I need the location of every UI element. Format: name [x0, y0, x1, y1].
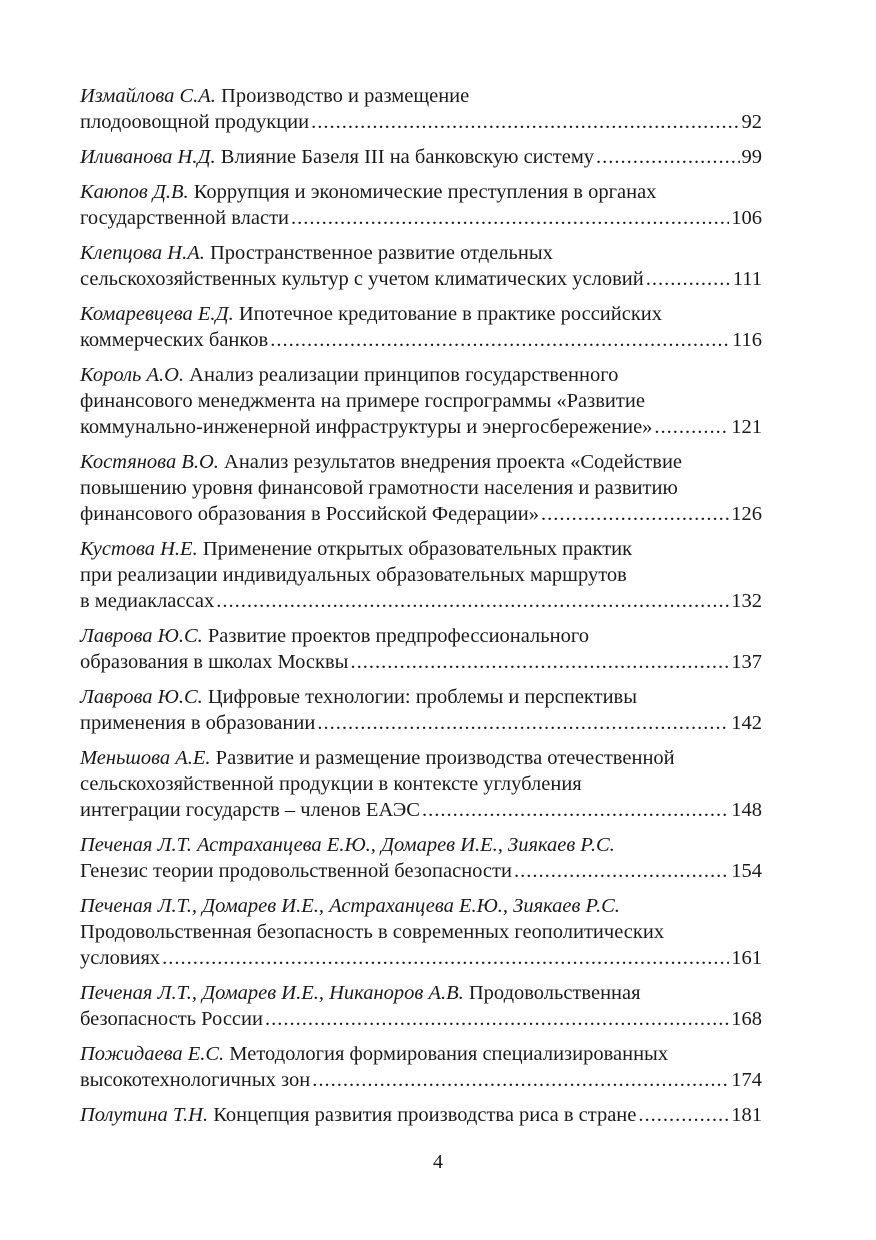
toc-entry-line: [80, 266, 762, 292]
toc-entry-authors: Иливанова Н.Д.: [80, 146, 216, 168]
toc-entry-title-line: высокотехнологичных зон: [80, 1069, 311, 1091]
dot-leader: [270, 327, 730, 353]
toc-entry[interactable]: [80, 745, 762, 823]
toc-entry-page-number: 132: [731, 590, 762, 612]
toc-entry[interactable]: [80, 144, 762, 170]
dot-leader: [311, 109, 739, 135]
toc-entry-line: [80, 945, 762, 971]
toc-entry-line: [80, 858, 762, 884]
toc-entry[interactable]: [80, 623, 762, 675]
toc-entry-authors: Измайлова С.А.: [80, 85, 216, 107]
toc-entry-authors: Клепцова Н.А.: [80, 242, 205, 264]
toc-entry[interactable]: [80, 449, 762, 527]
toc-entry-line: [80, 771, 762, 797]
toc-entry-page-number: 161: [731, 947, 762, 969]
dot-leader: [216, 588, 729, 614]
table-of-contents: [80, 83, 762, 1137]
toc-entry-page-number: 154: [731, 860, 762, 882]
toc-entry-page-number: 142: [731, 712, 762, 734]
toc-entry[interactable]: [80, 684, 762, 736]
toc-entry-authors: Комаревцева Е.Д.: [80, 303, 234, 325]
toc-entry-line: [80, 83, 762, 109]
toc-entry-title-line: условиях: [80, 947, 161, 969]
toc-entry-page-number: 137: [731, 651, 762, 673]
toc-entry-authors: Костянова В.О.: [80, 451, 219, 473]
toc-entry-title-line: применения в образовании: [80, 712, 316, 734]
dot-leader: [541, 501, 729, 527]
dot-leader: [291, 205, 729, 231]
toc-entry-title-line: Применение открытых образовательных практик: [202, 538, 633, 560]
toc-entry-line: [80, 240, 762, 266]
toc-entry-title-line: коммерческих банков: [80, 329, 269, 351]
toc-entry-line: [80, 205, 762, 231]
toc-entry-authors: Меньшова А.Е.: [80, 747, 211, 769]
toc-entry-line: [80, 475, 762, 501]
toc-entry-line: [80, 362, 762, 388]
toc-entry-line: [80, 562, 762, 588]
toc-entry-line: [80, 1006, 762, 1032]
page-number: 4: [433, 1151, 443, 1173]
toc-entry-title-line: Пространственное развитие отдельных: [210, 242, 553, 264]
toc-entry-line: [80, 501, 762, 527]
toc-entry[interactable]: [80, 301, 762, 353]
toc-entry-title-line: Развитие проектов предпрофессионального: [207, 625, 589, 647]
dot-leader: [422, 797, 729, 823]
toc-entry-title-line: повышению уровня финансовой грамотности населения и развитию: [80, 477, 678, 499]
toc-entry-title-line: Развитие и размещение производства отечественной: [215, 747, 675, 769]
toc-entry-title-line: безопасность России: [80, 1008, 263, 1030]
toc-entry-line: [80, 649, 762, 675]
toc-entry-line: [80, 536, 762, 562]
toc-entry-line: [80, 797, 762, 823]
toc-entry-line: [80, 179, 762, 205]
toc-entry-title-line: сельскохозяйственных культур с учетом климатических условий: [80, 268, 644, 290]
toc-entry-page-number: 111: [732, 268, 762, 290]
toc-entry-title-line: образования в школах Москвы: [80, 651, 349, 673]
toc-entry-title-line: Анализ реализации принципов государственного: [189, 364, 619, 386]
toc-entry-line: [80, 1041, 762, 1067]
toc-entry[interactable]: [80, 240, 762, 292]
toc-entry-authors: Печеная Л.Т., Домарев И.Е., Астраханцева Е.Ю., Зиякаев Р.С.: [80, 895, 620, 917]
toc-entry-title-line: Концепция развития производства риса в стране: [213, 1104, 637, 1126]
toc-entry-title-line: Продовольственная безопасность в современных геополитических: [80, 921, 665, 943]
dot-leader: [317, 710, 729, 736]
toc-entry-line: [80, 327, 762, 353]
toc-entry-title-line: коммунально-инженерной инфраструктуры и энергосбережение»: [80, 416, 653, 438]
toc-entry-line: [80, 449, 762, 475]
toc-entry-title-line: Методология формирования специализированных: [229, 1043, 669, 1065]
toc-entry-title-line: финансового менеджмента на примере госпрограммы «Развитие: [80, 390, 645, 412]
toc-entry-page-number: 92: [741, 111, 762, 133]
toc-entry[interactable]: [80, 980, 762, 1032]
toc-entry-page-number: 99: [741, 146, 762, 168]
toc-entry-page-number: 168: [731, 1008, 762, 1030]
toc-entry-line: [80, 301, 762, 327]
toc-entry-authors: Кустова Н.Е.: [80, 538, 198, 560]
dot-leader: [162, 945, 729, 971]
toc-entry-page-number: 126: [731, 503, 762, 525]
toc-entry-title-line: финансового образования в Российской Федерации»: [80, 503, 539, 525]
toc-entry-title-line: сельскохозяйственной продукции в контексте углубления: [80, 773, 582, 795]
toc-entry-authors: Лаврова Ю.С.: [80, 686, 203, 708]
toc-entry[interactable]: [80, 893, 762, 971]
toc-entry-title-line: Продовольственная: [468, 982, 641, 1004]
toc-entry-line: [80, 1067, 762, 1093]
toc-entry-page-number: 116: [732, 329, 762, 351]
toc-entry-page-number: 106: [731, 207, 762, 229]
toc-entry-authors: Король А.О.: [80, 364, 185, 386]
toc-entry-line: [80, 1102, 762, 1128]
toc-entry-line: [80, 980, 762, 1006]
toc-entry-title-line: Влияние Базеля III на банковскую систему: [220, 146, 595, 168]
toc-entry-title-line: Коррупция и экономические преступления в органах: [193, 181, 657, 203]
dot-leader: [514, 858, 729, 884]
toc-entry-line: [80, 623, 762, 649]
toc-entry-line: [80, 745, 762, 771]
toc-entry-page-number: 121: [731, 416, 762, 438]
toc-entry-line: [80, 414, 762, 440]
toc-entry-line: [80, 144, 762, 170]
dot-leader: [312, 1067, 729, 1093]
toc-entry-authors: Печеная Л.Т., Домарев И.Е., Никаноров А.В.: [80, 982, 464, 1004]
toc-entry-title-line: Цифровые технологии: проблемы и перспективы: [207, 686, 637, 708]
toc-entry-title-line: плодоовощной продукции: [80, 111, 310, 133]
toc-entry-line: [80, 919, 762, 945]
toc-entry-page-number: 181: [731, 1104, 762, 1126]
toc-entry-title-line: Ипотечное кредитование в практике российских: [238, 303, 663, 325]
toc-entry-authors: Пожидаева Е.С.: [80, 1043, 225, 1065]
toc-entry-line: [80, 710, 762, 736]
dot-leader: [646, 266, 731, 292]
toc-entry-line: [80, 388, 762, 414]
toc-entry-title-line: при реализации индивидуальных образовательных маршрутов: [80, 564, 627, 586]
toc-entry-page-number: 174: [731, 1069, 762, 1091]
toc-entry-title-line: в медиаклассах: [80, 590, 215, 612]
toc-entry-authors: Печеная Л.Т. Астраханцева Е.Ю., Домарев И.Е., Зиякаев Р.С.: [80, 834, 615, 856]
dot-leader: [596, 144, 739, 170]
toc-entry-page-number: 148: [731, 799, 762, 821]
toc-entry-authors: Каюпов Д.В.: [80, 181, 189, 203]
dot-leader: [265, 1006, 729, 1032]
toc-entry-line: [80, 832, 762, 858]
toc-entry-title-line: Анализ результатов внедрения проекта «Содействие: [224, 451, 683, 473]
toc-entry-title-line: интеграции государств – членов ЕАЭС: [80, 799, 420, 821]
toc-entry-line: [80, 893, 762, 919]
toc-entry-authors: Лаврова Ю.С.: [80, 625, 203, 647]
toc-entry-line: [80, 684, 762, 710]
toc-entry-line: [80, 109, 762, 135]
dot-leader: [638, 1102, 729, 1128]
toc-entry[interactable]: [80, 1041, 762, 1093]
toc-entry[interactable]: [80, 536, 762, 614]
toc-entry-line: [80, 588, 762, 614]
dot-leader: [654, 414, 729, 440]
toc-entry-authors: Полутина Т.Н.: [80, 1104, 209, 1126]
toc-entry[interactable]: [80, 179, 762, 231]
toc-entry-title-line: Генезис теории продовольственной безопасности: [80, 860, 512, 882]
toc-entry[interactable]: [80, 832, 762, 884]
toc-entry-title-line: Производство и размещение: [221, 85, 470, 107]
toc-entry[interactable]: [80, 83, 762, 135]
toc-entry[interactable]: [80, 1102, 762, 1128]
dot-leader: [350, 649, 729, 675]
toc-entry-title-line: государственной власти: [80, 207, 289, 229]
toc-entry[interactable]: [80, 362, 762, 440]
